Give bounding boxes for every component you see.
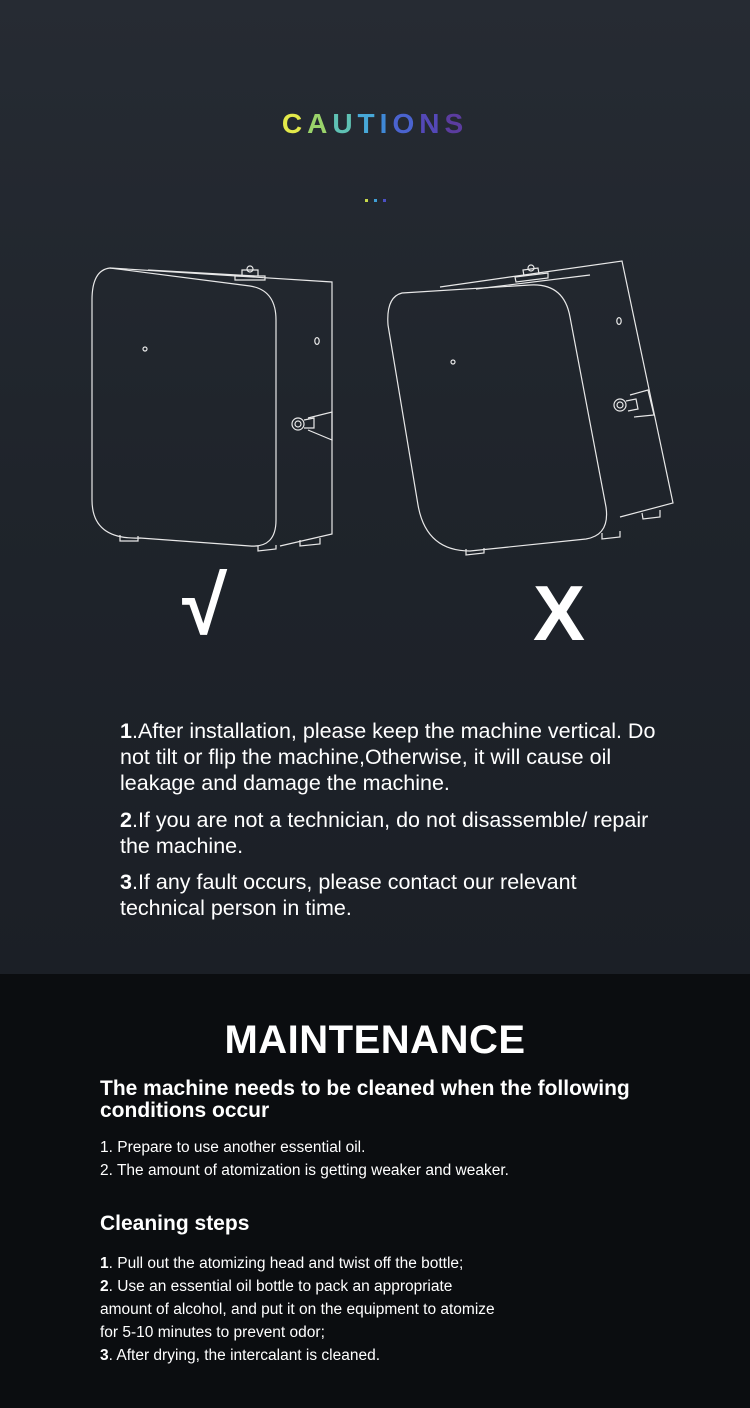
step-text: amount of alcohol, and put it on the equipment to atomize [100, 1301, 495, 1318]
cleaning-steps-title: Cleaning steps [100, 1212, 250, 1235]
title-letter: C [281, 108, 308, 139]
title-letter: T [357, 108, 380, 139]
cleaning-step [100, 1323, 700, 1343]
caution-item-3 [120, 869, 660, 921]
cleaning-step [100, 1254, 700, 1274]
title-letter: A [307, 108, 333, 139]
cautions-title [0, 108, 750, 140]
caution-number: 3 [120, 870, 132, 894]
tilted-machine-illustration [380, 255, 680, 560]
upright-machine-illustration [80, 260, 350, 560]
maintenance-section [0, 974, 750, 1408]
dot [365, 199, 368, 202]
caution-item-1 [120, 718, 660, 796]
step-text: for 5-10 minutes to prevent odor; [100, 1324, 325, 1341]
cleaning-step [100, 1300, 700, 1320]
title-letter: U [332, 108, 358, 139]
correct-mark: √ [182, 561, 228, 652]
step-number: 3 [100, 1347, 109, 1364]
dot [383, 199, 386, 202]
caution-number: 2 [120, 808, 132, 832]
caution-number: 1 [120, 719, 132, 743]
step-text: . After drying, the intercalant is cleaned. [108, 1347, 381, 1364]
title-letter: I [379, 108, 393, 139]
cleaning-step [100, 1346, 700, 1366]
maintenance-subtitle: The machine needs to be cleaned when the following conditions occur [100, 1077, 630, 1122]
step-number: 1 [100, 1255, 109, 1272]
step-number: 2 [100, 1278, 109, 1295]
title-letter: O [392, 108, 420, 139]
maintenance-title: MAINTENANCE [224, 1018, 526, 1062]
wrong-mark: X [533, 569, 586, 657]
condition-item: 2. The amount of atomization is getting weaker and weaker. [100, 1162, 509, 1179]
caution-text: .If any fault occurs, please contact our relevant technical person in time. [120, 870, 577, 920]
title-letter: N [419, 108, 445, 139]
step-text: . Use an essential oil bottle to pack an appropriate [108, 1278, 453, 1295]
decorative-dots [0, 199, 750, 202]
condition-item: 1. Prepare to use another essential oil. [100, 1139, 366, 1156]
cleaning-step [100, 1277, 700, 1297]
step-text: . Pull out the atomizing head and twist off the bottle; [108, 1255, 464, 1272]
caution-text: .If you are not a technician, do not disassemble/ repair the machine. [120, 808, 649, 858]
dot [374, 199, 377, 202]
title-letter: S [444, 108, 469, 139]
caution-text: .After installation, please keep the machine vertical. Do not tilt or flip the machine,Otherwise, it will cause oil leakage and damage the machine. [120, 719, 656, 795]
caution-item-2 [120, 807, 660, 859]
